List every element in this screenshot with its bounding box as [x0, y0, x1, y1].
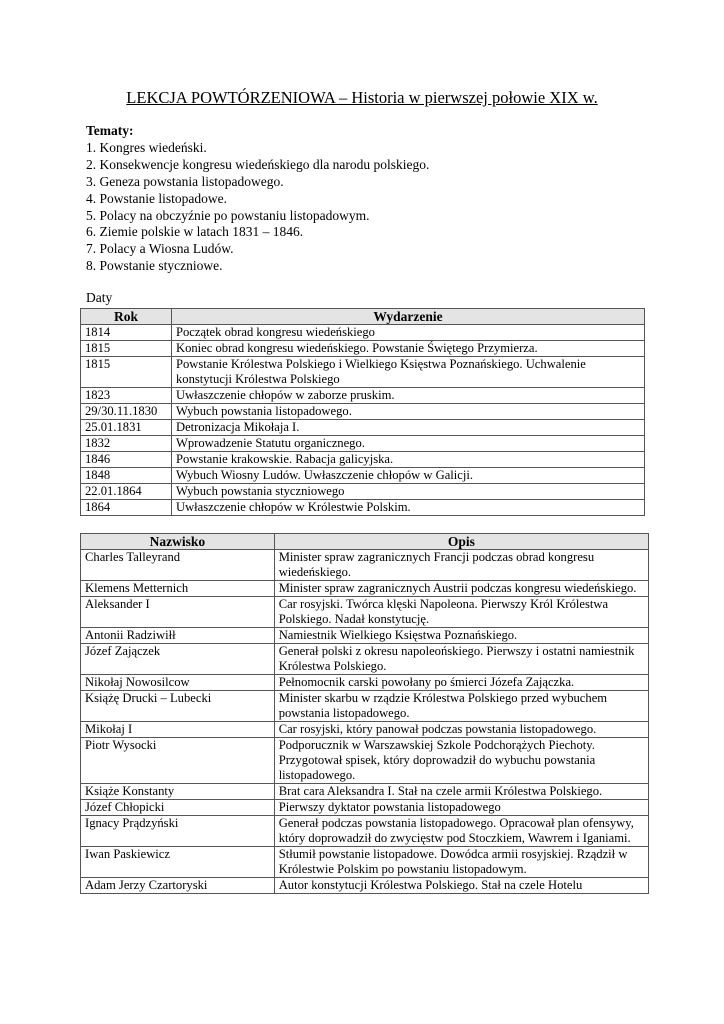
year-cell: 1848 — [81, 468, 172, 484]
table-row — [81, 500, 645, 516]
name-cell: Iwan Paskiewicz — [81, 847, 275, 878]
description-cell: Minister spraw zagranicznych Francji podczas obrad kongresu wiedeńskiego. — [274, 550, 648, 581]
table-row — [81, 550, 649, 581]
page-title: LEKCJA POWTÓRZENIOWA – Historia w pierwszej połowie XIX w. — [126, 88, 598, 107]
year-cell: 1846 — [81, 452, 172, 468]
topics-section — [86, 123, 429, 275]
year-cell: 1864 — [81, 500, 172, 516]
event-cell: Powstanie Królestwa Polskiego i Wielkiego Księstwa Poznańskiego. Uchwalenie konstytucji Królestwa Polskiego — [171, 357, 644, 388]
header-description: Opis — [274, 534, 648, 550]
description-cell: Generał polski z okresu napoleońskiego. Pierwszy i ostatni namiestnik Królestwa Polskiego. — [274, 644, 648, 675]
name-cell: Adam Jerzy Czartoryski — [81, 878, 275, 894]
name-cell: Książe Konstanty — [81, 784, 275, 800]
topic-item: 4. Powstanie listopadowe. — [86, 190, 227, 206]
event-cell: Wprowadzenie Statutu organicznego. — [171, 436, 644, 452]
event-cell: Koniec obrad kongresu wiedeńskiego. Powstanie Świętego Przymierza. — [171, 341, 644, 357]
description-cell: Generał podczas powstania listopadowego. Opracował plan ofensywy, który doprowadził do zwycięstw pod Stoczkiem, Wawrem i Iganiami. — [274, 816, 648, 847]
description-cell: Podporucznik w Warszawskiej Szkole Podchorążych Piechoty. Przygotował spisek, który doprowadził do wybuchu powstania listopadowego. — [274, 738, 648, 784]
table-row — [81, 484, 645, 500]
people-table-body — [81, 550, 649, 894]
table-row — [81, 784, 649, 800]
dates-table-body — [81, 325, 645, 516]
event-cell: Uwłaszczenie chłopów w zaborze pruskim. — [171, 388, 644, 404]
name-cell: Piotr Wysocki — [81, 738, 275, 784]
table-row — [81, 816, 649, 847]
event-cell: Uwłaszczenie chłopów w Królestwie Polskim. — [171, 500, 644, 516]
table-row — [81, 468, 645, 484]
table-row — [81, 436, 645, 452]
name-cell: Józef Zajączek — [81, 644, 275, 675]
table-row — [81, 388, 645, 404]
description-cell: Pełnomocnik carski powołany po śmierci Józefa Zajączka. — [274, 675, 648, 691]
table-row — [81, 597, 649, 628]
description-cell: Car rosyjski. Twórca klęski Napoleona. Pierwszy Król Królestwa Polskiego. Nadał konstytucję. — [274, 597, 648, 628]
name-cell: Józef Chłopicki — [81, 800, 275, 816]
table-row — [81, 722, 649, 738]
year-cell: 1823 — [81, 388, 172, 404]
event-cell: Powstanie krakowskie. Rabacja galicyjska. — [171, 452, 644, 468]
name-cell: Książę Drucki – Lubecki — [81, 691, 275, 722]
table-row — [81, 675, 649, 691]
year-cell: 1815 — [81, 357, 172, 388]
table-row — [81, 581, 649, 597]
topic-item: 3. Geneza powstania listopadowego. — [86, 173, 284, 189]
people-table — [80, 533, 649, 894]
year-cell: 25.01.1831 — [81, 420, 172, 436]
table-header-row — [81, 309, 645, 325]
dates-table — [80, 308, 645, 516]
description-cell: Pierwszy dyktator powstania listopadowego — [274, 800, 648, 816]
description-cell: Stłumił powstanie listopadowe. Dowódca armii rosyjskiej. Rządził w Królestwie Polskim po powstaniu listopadowym. — [274, 847, 648, 878]
event-cell: Początek obrad kongresu wiedeńskiego — [171, 325, 644, 341]
dates-caption: Daty — [86, 290, 113, 305]
header-year: Rok — [81, 309, 172, 325]
table-row — [81, 452, 645, 468]
description-cell: Namiestnik Wielkiego Księstwa Poznańskiego. — [274, 628, 648, 644]
table-row — [81, 800, 649, 816]
table-row — [81, 691, 649, 722]
name-cell: Mikołaj I — [81, 722, 275, 738]
name-cell: Ignacy Prądzyński — [81, 816, 275, 847]
event-cell: Wybuch powstania styczniowego — [171, 484, 644, 500]
table-header-row — [81, 534, 649, 550]
table-row — [81, 878, 649, 894]
topic-item: 1. Kongres wiedeński. — [86, 139, 207, 155]
description-cell: Minister skarbu w rządzie Królestwa Polskiego przed wybuchem powstania listopadowego. — [274, 691, 648, 722]
table-row — [81, 341, 645, 357]
year-cell: 22.01.1864 — [81, 484, 172, 500]
topic-item: 7. Polacy a Wiosna Ludów. — [86, 241, 234, 257]
table-row — [81, 738, 649, 784]
description-cell: Minister spraw zagranicznych Austrii podczas kongresu wiedeńskiego. — [274, 581, 648, 597]
name-cell: Antonii Radziwiłł — [81, 628, 275, 644]
table-row — [81, 404, 645, 420]
name-cell: Charles Talleyrand — [81, 550, 275, 581]
header-name: Nazwisko — [81, 534, 275, 550]
year-cell: 1815 — [81, 341, 172, 357]
table-row — [81, 420, 645, 436]
description-cell: Autor konstytucji Królestwa Polskiego. Stał na czele Hotelu — [274, 878, 648, 894]
table-row — [81, 847, 649, 878]
event-cell: Detronizacja Mikołaja I. — [171, 420, 644, 436]
year-cell: 29/30.11.1830 — [81, 404, 172, 420]
event-cell: Wybuch Wiosny Ludów. Uwłaszczenie chłopów w Galicji. — [171, 468, 644, 484]
topic-item: 2. Konsekwencje kongresu wiedeńskiego dla narodu polskiego. — [86, 156, 430, 172]
year-cell: 1832 — [81, 436, 172, 452]
event-cell: Wybuch powstania listopadowego. — [171, 404, 644, 420]
table-row — [81, 644, 649, 675]
table-row — [81, 357, 645, 388]
description-cell: Brat cara Aleksandra I. Stał na czele armii Królestwa Polskiego. — [274, 784, 648, 800]
topic-item: 5. Polacy na obczyźnie po powstaniu listopadowym. — [86, 207, 370, 223]
name-cell: Nikołaj Nowosilcow — [81, 675, 275, 691]
name-cell: Klemens Metternich — [81, 581, 275, 597]
description-cell: Car rosyjski, który panował podczas powstania listopadowego. — [274, 722, 648, 738]
year-cell: 1814 — [81, 325, 172, 341]
name-cell: Aleksander I — [81, 597, 275, 628]
table-row — [81, 628, 649, 644]
topic-item: 8. Powstanie styczniowe. — [86, 258, 223, 274]
table-row — [81, 325, 645, 341]
topics-heading: Tematy: — [86, 123, 134, 138]
topic-item: 6. Ziemie polskie w latach 1831 – 1846. — [86, 224, 304, 240]
header-event: Wydarzenie — [171, 309, 644, 325]
